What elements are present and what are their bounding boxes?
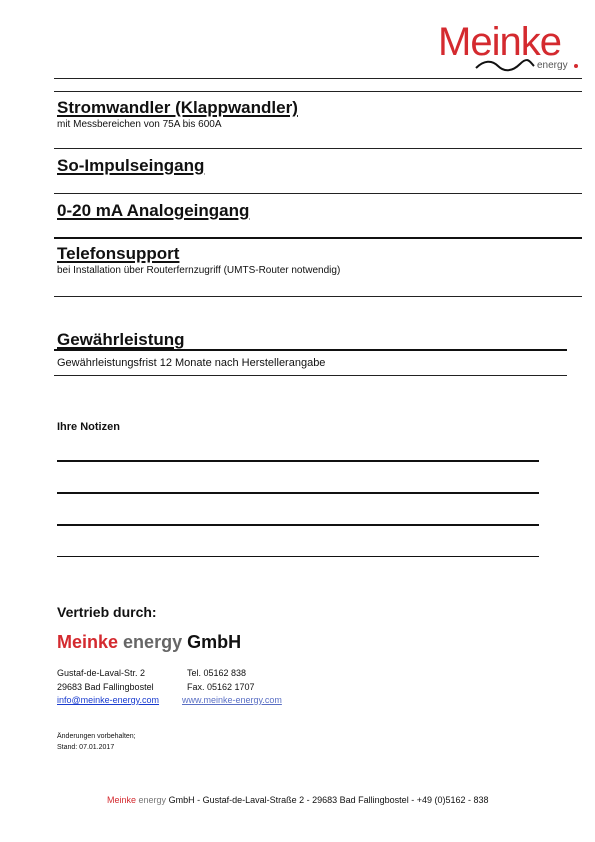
phone-number: Tel. 05162 838 [187, 668, 247, 678]
footer-company-red: Meinke [107, 795, 137, 805]
disclaimer-changes: Änderungen vorbehalten; [57, 733, 136, 740]
company-name-black: GmbH [187, 632, 242, 652]
company-name-gray: energy [123, 632, 183, 652]
distribution-label: Vertrieb durch: [57, 604, 157, 620]
section-divider [54, 237, 582, 239]
section-subtitle-gewaehrleistung: Gewährleistungsfrist 12 Monate nach Herstellerangabe [57, 357, 326, 369]
section-divider [54, 148, 582, 149]
address-city: 29683 Bad Fallingbostel [57, 682, 154, 692]
section-divider [54, 349, 567, 351]
section-title-gewaehrleistung: Gewährleistung [57, 330, 185, 349]
page-footer [107, 795, 489, 805]
footer-company-gray: energy [138, 795, 167, 805]
email-link[interactable]: info@meinke-energy.com [57, 695, 160, 705]
section-title-stromwandler: Stromwandler (Klappwandler) [57, 98, 298, 117]
logo-subtext: energy [537, 60, 568, 71]
section-title-analogeingang: 0-20 mA Analogeingang [57, 201, 250, 220]
section-divider [54, 91, 582, 92]
website-link[interactable]: www.meinke-energy.com [182, 695, 282, 705]
section-title-telefonsupport: Telefonsupport [57, 244, 180, 263]
note-line [57, 524, 539, 526]
note-line [57, 460, 539, 462]
section-subtitle-telefonsupport: bei Installation über Routerfernzugriff (UMTS-Router notwendig) [57, 265, 341, 276]
note-line [57, 492, 539, 494]
top-rule [54, 78, 582, 79]
section-title-impulseingang: So-Impulseingang [57, 156, 205, 175]
section-divider [54, 296, 582, 297]
company-name [57, 632, 241, 653]
footer-address: GmbH - Gustaf-de-Laval-Straße 2 - 29683 Bad Fallingbostel - +49 (0)5162 - 838 [168, 795, 489, 805]
fax-number: Fax. 05162 1707 [187, 682, 255, 692]
logo-dot [574, 64, 578, 68]
address-street: Gustaf-de-Laval-Str. 2 [57, 668, 146, 678]
note-line [57, 556, 539, 557]
logo-wave-icon [474, 58, 536, 72]
disclaimer-date: Stand: 07.01.2017 [57, 744, 115, 751]
section-divider [54, 375, 567, 376]
company-name-red: Meinke [57, 632, 119, 652]
section-subtitle-stromwandler: mit Messbereichen von 75A bis 600A [57, 119, 222, 130]
logo-text: Meinke [438, 20, 561, 64]
section-divider [54, 193, 582, 194]
notes-label: Ihre Notizen [57, 421, 120, 433]
